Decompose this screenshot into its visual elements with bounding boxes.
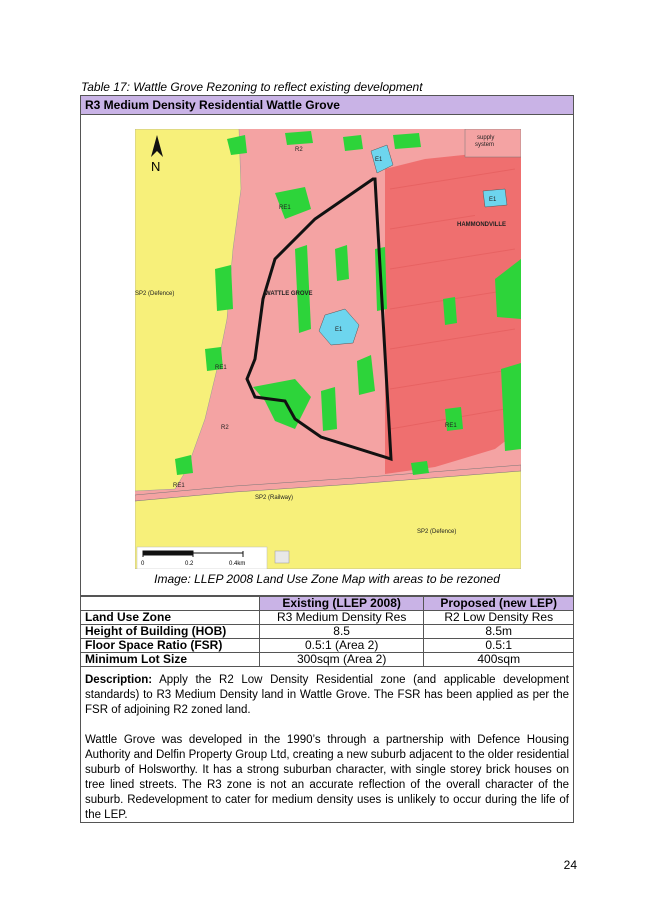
row-label: Height of Building (HOB) xyxy=(81,625,260,639)
zoning-map xyxy=(135,129,521,569)
map-label-e1-top: E1 xyxy=(375,157,383,163)
row-proposed: 0.5:1 xyxy=(424,639,574,653)
row-label: Minimum Lot Size xyxy=(81,653,260,667)
map-label-sp2-railway: SP2 (Railway) xyxy=(255,495,294,501)
map-label-r2-top: R2 xyxy=(295,147,303,153)
north-label: N xyxy=(151,159,161,174)
description-paragraph-1 xyxy=(85,673,569,718)
map-label-re1-bottom: RE1 xyxy=(173,483,185,489)
scale-tick-2: 0.4km xyxy=(229,561,246,567)
map-image-caption: Image: LLEP 2008 Land Use Zone Map with areas to be rezoned xyxy=(154,572,500,586)
row-existing: 0.5:1 (Area 2) xyxy=(259,639,424,653)
map-label-r2-bottom: R2 xyxy=(221,425,229,431)
table-row xyxy=(81,639,574,653)
description-label: Description: xyxy=(85,674,153,686)
section-header: R3 Medium Density Residential Wattle Grove xyxy=(80,95,574,115)
row-existing: 300sqm (Area 2) xyxy=(259,653,424,667)
table-header-row xyxy=(81,597,574,611)
map-label-re1-left: RE1 xyxy=(279,205,291,211)
row-existing: R3 Medium Density Res xyxy=(259,611,424,625)
header-proposed: Proposed (new LEP) xyxy=(424,597,574,611)
row-proposed: R2 Low Density Res xyxy=(424,611,574,625)
description-text-1: Apply the R2 Low Density Residential zone (and applicable development standards) to R3 Medium Density land in Wattle Grove. The FSR has been applied as per the FSR of adjoining R2 zoned land. xyxy=(85,674,570,716)
table-row xyxy=(81,625,574,639)
map-label-re1-lower: RE1 xyxy=(445,423,457,429)
scale-icon xyxy=(275,551,289,563)
header-blank-cell xyxy=(81,597,260,611)
row-proposed: 8.5m xyxy=(424,625,574,639)
hammondville-block xyxy=(475,179,521,239)
map-label-re1-mid: RE1 xyxy=(215,365,227,371)
table-caption: Table 17: Wattle Grove Rezoning to reflect existing development xyxy=(81,80,423,94)
row-existing: 8.5 xyxy=(259,625,424,639)
row-label: Floor Space Ratio (FSR) xyxy=(81,639,260,653)
map-label-sp2-defence-bottom: SP2 (Defence) xyxy=(417,529,457,535)
map-label-e1-right: E1 xyxy=(489,197,497,203)
scale-tick-1: 0.2 xyxy=(185,561,194,567)
scale-bar-box xyxy=(137,547,267,569)
map-label-sp2-defence-left: SP2 (Defence) xyxy=(135,291,175,297)
description-cell xyxy=(80,666,574,823)
map-label-supply: supply xyxy=(477,135,495,141)
map-label-hammondville: HAMMONDVILLE xyxy=(457,222,506,228)
row-proposed: 400sqm xyxy=(424,653,574,667)
table-row xyxy=(81,611,574,625)
description-paragraph-2: Wattle Grove was developed in the 1990’s through a partnership with Defence Housing Authority and Delfin Property Group Ltd, creating a new suburb adjacent to the older residential suburb of Holsworthy. It has a strong suburban character, with single storey brick houses on tree lined streets. The R3 zone is not an accurate reflection of the overall character of the suburb. Redevelopment to cater for medium density uses is unlikely to occur during the life of the LEP. xyxy=(85,734,569,821)
page-number: 24 xyxy=(563,858,577,872)
map-label-system: system xyxy=(475,142,495,148)
header-existing: Existing (LLEP 2008) xyxy=(259,597,424,611)
scale-tick-0: 0 xyxy=(141,561,145,567)
zoning-comparison-table xyxy=(80,596,574,667)
map-label-e1-center: E1 xyxy=(335,327,343,333)
map-label-wattle-grove: WATTLE GROVE xyxy=(265,291,313,297)
map-cell xyxy=(80,114,574,596)
row-label: Land Use Zone xyxy=(81,611,260,625)
table-row xyxy=(81,653,574,667)
